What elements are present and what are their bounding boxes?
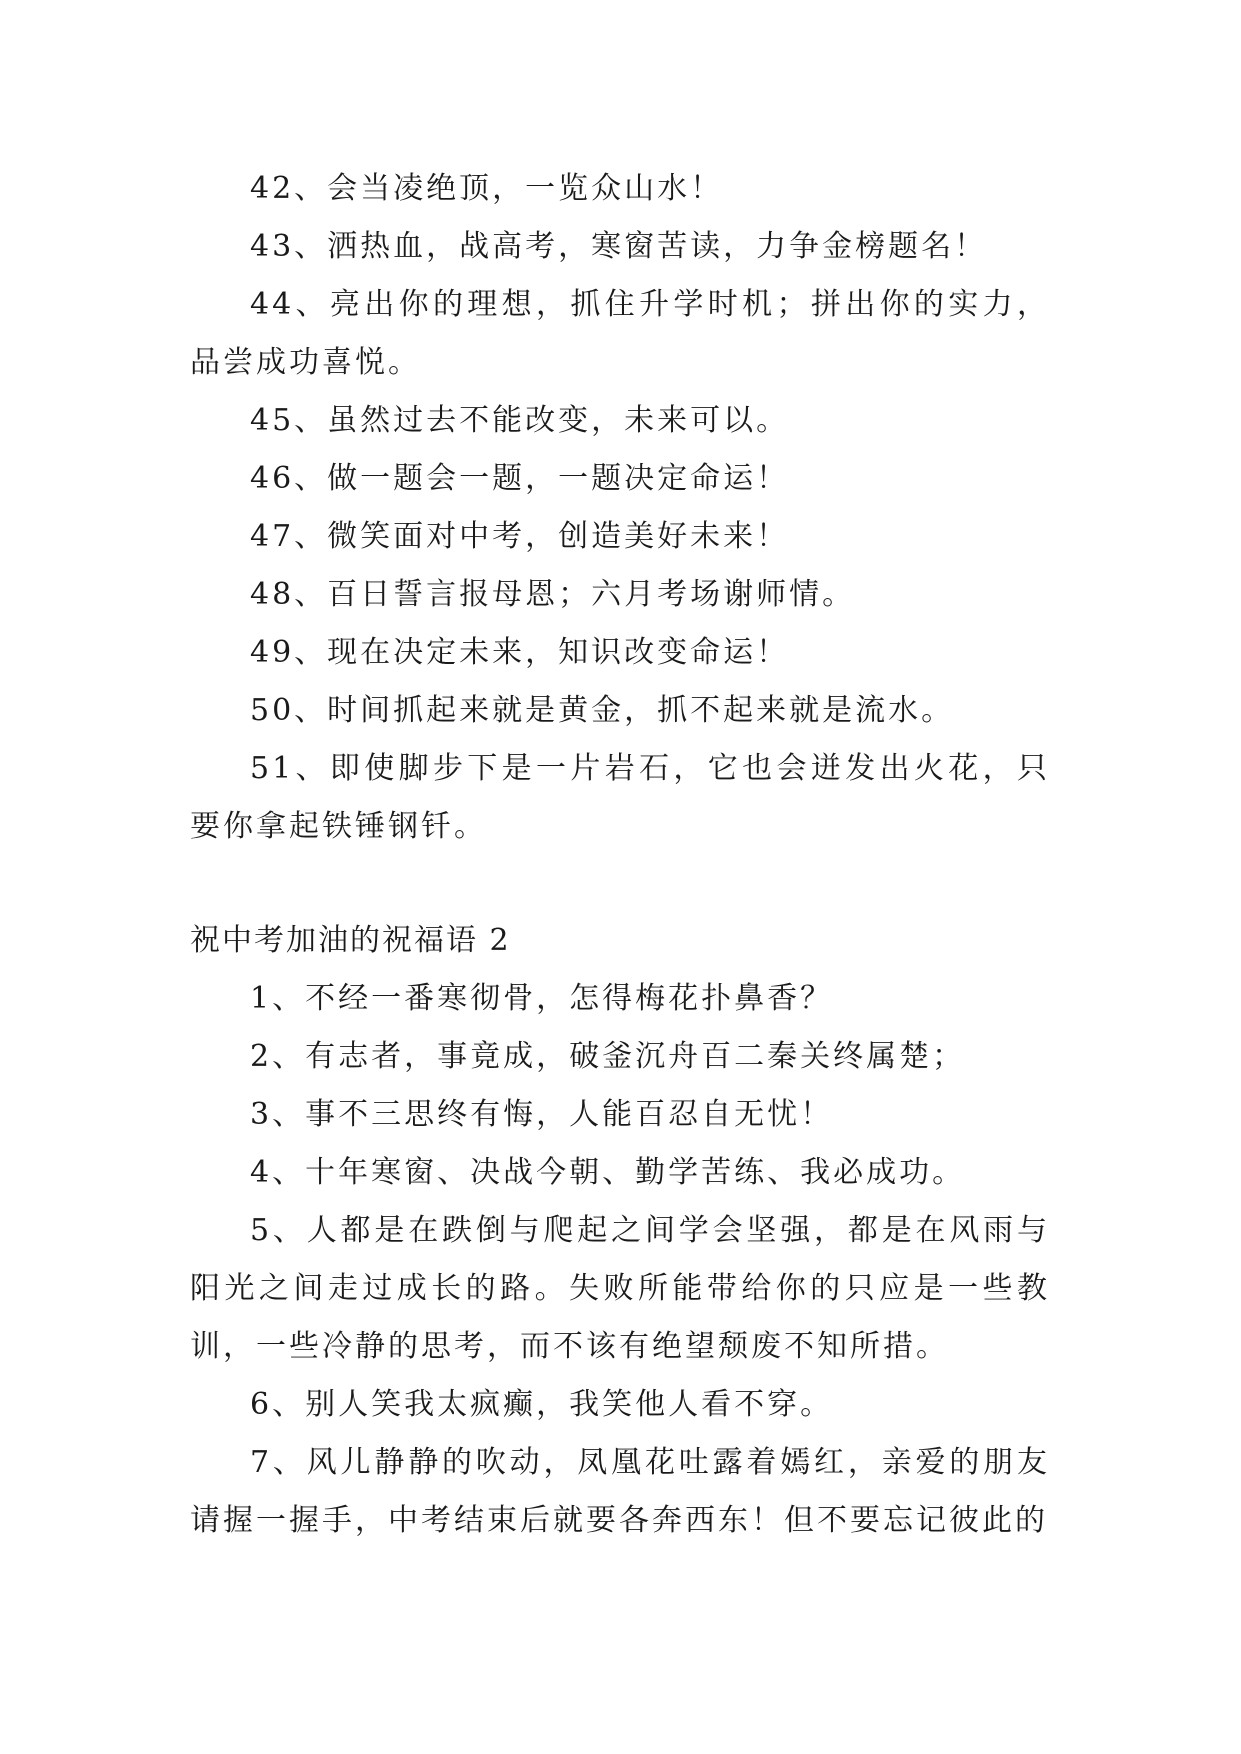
document-page: [190, 160, 1050, 1550]
list-item: 7、风儿静静的吹动，凤凰花吐露着嫣红，亲爱的朋友请握一握手，中考结束后就要各奔西东！但不要忘记彼此的: [190, 1445, 1050, 1538]
list-item: 49、现在决定未来，知识改变命运！: [250, 635, 790, 670]
list-item: 50、时间抓起来就是黄金，抓不起来就是流水。: [250, 693, 955, 728]
list-item: 2、有志者，事竟成，破釜沉舟百二秦关终属楚；: [250, 1039, 966, 1074]
list-item: 42、会当凌绝顶，一览众山水！: [250, 171, 724, 206]
list-item: 1、不经一番寒彻骨，怎得梅花扑鼻香？: [250, 981, 834, 1016]
list-item: 6、别人笑我太疯癫，我笑他人看不穿。: [250, 1387, 834, 1422]
list-item: 5、人都是在跌倒与爬起之间学会坚强，都是在风雨与阳光之间走过成长的路。失败所能带给你的只应是一些教训，一些冷静的思考，而不该有绝望颓废不知所措。: [190, 1213, 1050, 1364]
list-item: 45、虽然过去不能改变，未来可以。: [250, 403, 790, 438]
section-heading: 祝中考加油的祝福语 2: [190, 923, 511, 958]
list-item: 43、洒热血，战高考，寒窗苦读，力争金榜题名！: [250, 229, 988, 264]
list-item: 3、事不三思终有悔，人能百忍自无忧！: [250, 1097, 834, 1132]
list-item: 46、做一题会一题，一题决定命运！: [250, 461, 790, 496]
list-item: 51、即使脚步下是一片岩石，它也会迸发出火花，只要你拿起铁锤钢钎。: [190, 751, 1050, 844]
list-item: 48、百日誓言报母恩；六月考场谢师情。: [250, 577, 856, 612]
list-item: 4、十年寒窗、决战今朝、勤学苦练、我必成功。: [250, 1155, 966, 1190]
list-item: 47、微笑面对中考，创造美好未来！: [250, 519, 790, 554]
list-item: 44、亮出你的理想，抓住升学时机；拼出你的实力，品尝成功喜悦。: [190, 287, 1050, 380]
